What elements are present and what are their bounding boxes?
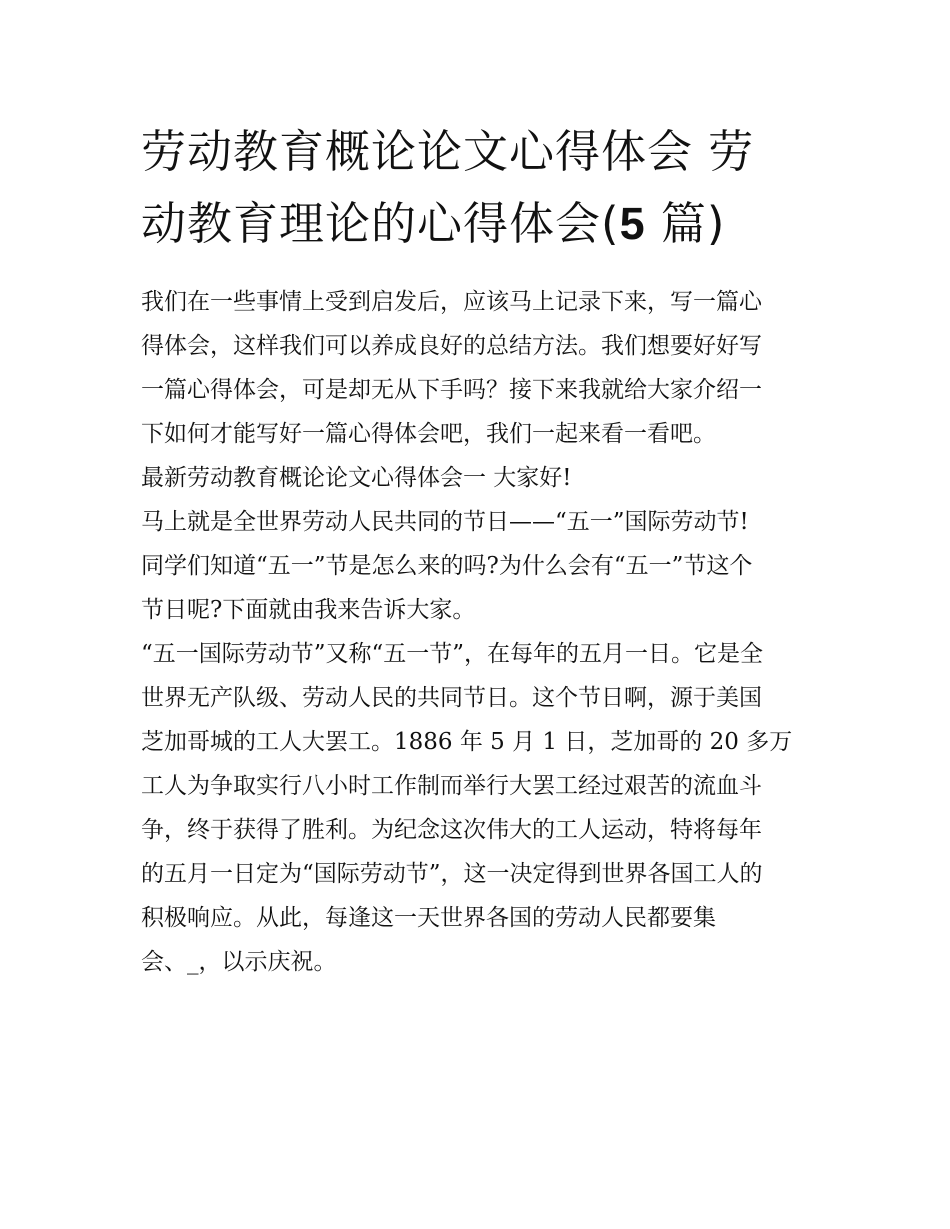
section-heading: 最新劳动教育概论论文心得体会一 大家好! bbox=[141, 465, 572, 491]
speech-line: 世界无产队级、劳动人民的共同节日。这个节日啊，源于美国 bbox=[141, 685, 762, 711]
speech-line: 积极响应。从此，每逢这一天世界各国的劳动人民都要集 bbox=[141, 905, 716, 931]
intro-paragraph bbox=[141, 280, 813, 456]
document-title bbox=[141, 116, 821, 260]
document-body bbox=[141, 280, 813, 984]
intro-line: 下如何才能写好一篇心得体会吧，我们一起来看一看吧。 bbox=[141, 421, 716, 447]
speech-line: 会、_，以示庆祝。 bbox=[141, 949, 337, 975]
speech-paragraph-1 bbox=[141, 500, 813, 632]
title-line-2-end: 篇) bbox=[645, 197, 726, 250]
speech-paragraph-2 bbox=[141, 632, 813, 984]
section-heading-paragraph bbox=[141, 456, 813, 500]
title-count: 5 bbox=[619, 198, 646, 249]
title-line-2-start: 动教育理论的心得体会( bbox=[141, 197, 620, 250]
intro-line: 得体会，这样我们可以养成良好的总结方法。我们想要好好写 bbox=[141, 333, 762, 359]
speech-line: 马上就是全世界劳动人民共同的节日——“五一”国际劳动节! bbox=[141, 509, 749, 535]
speech-line: 争，终于获得了胜利。为纪念这次伟大的工人运动，特将每年 bbox=[141, 817, 762, 843]
speech-line: 芝加哥城的工人大罢工。1886 年 5 月 1 日，芝加哥的 20 多万 bbox=[141, 729, 793, 755]
speech-line: 的五月一日定为“国际劳动节”，这一决定得到世界各国工人的 bbox=[141, 861, 763, 887]
intro-line: 一篇心得体会，可是却无从下手吗？接下来我就给大家介绍一 bbox=[141, 377, 762, 403]
speech-line: 工人为争取实行八小时工作制而举行大罢工经过艰苦的流血斗 bbox=[141, 773, 762, 799]
speech-line: 同学们知道“五一”节是怎么来的吗?为什么会有“五一”节这个 bbox=[141, 553, 753, 579]
speech-line: 节日呢?下面就由我来告诉大家。 bbox=[141, 597, 476, 623]
speech-line: “五一国际劳动节”又称“五一节”，在每年的五月一日。它是全 bbox=[141, 641, 764, 667]
title-line-1: 劳动教育概论论文心得体会 劳 bbox=[141, 125, 755, 178]
intro-line: 我们在一些事情上受到启发后，应该马上记录下来，写一篇心 bbox=[141, 289, 762, 315]
